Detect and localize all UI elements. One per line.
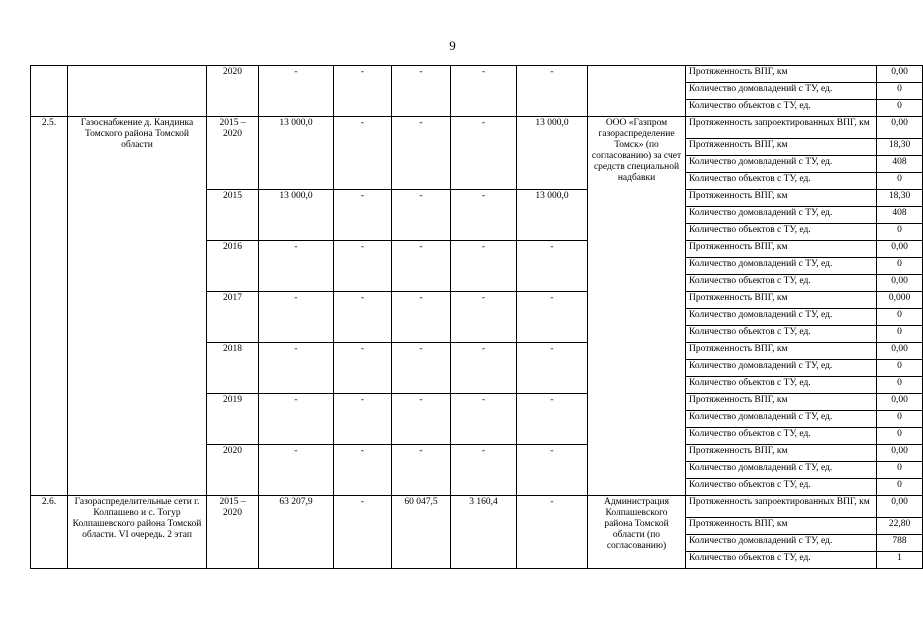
- indicator-label: Протяженность ВПГ, км: [686, 66, 877, 83]
- indicator-label: Количество объектов с ТУ, ед.: [686, 326, 877, 343]
- item-number: 2.6.: [31, 496, 68, 569]
- indicator-value: 0: [877, 411, 923, 428]
- amount-cell: -: [451, 445, 517, 496]
- indicator-value: 0,00: [877, 394, 923, 411]
- amount-cell: -: [392, 343, 451, 394]
- indicator-label: Количество домовладений с ТУ, ед.: [686, 258, 877, 275]
- indicator-label: Количество объектов с ТУ, ед.: [686, 224, 877, 241]
- indicator-label: Количество домовладений с ТУ, ед.: [686, 83, 877, 100]
- indicator-label: Протяженность ВПГ, км: [686, 241, 877, 258]
- year-cell: 2016: [207, 241, 259, 292]
- indicator-label: Количество домовладений с ТУ, ед.: [686, 411, 877, 428]
- indicator-label: Количество домовладений с ТУ, ед.: [686, 156, 877, 173]
- amount-cell: -: [517, 394, 588, 445]
- indicator-label: Количество объектов с ТУ, ед.: [686, 173, 877, 190]
- executor-cell: Администрация Колпашевского района Томской области (по согласованию): [588, 496, 686, 569]
- amount-cell: -: [259, 445, 334, 496]
- year-cell: 2015 – 2020: [207, 496, 259, 569]
- amount-cell: -: [451, 343, 517, 394]
- amount-cell: -: [334, 190, 392, 241]
- amount-cell: -: [451, 394, 517, 445]
- indicator-label: Протяженность ВПГ, км: [686, 190, 877, 207]
- executor-cell: ООО «Газпром газораспределение Томск» (по согласованию) за счет средств специальной надбавки: [588, 117, 686, 496]
- indicator-label: Количество домовладений с ТУ, ед.: [686, 535, 877, 552]
- indicator-value: 0: [877, 462, 923, 479]
- amount-cell: -: [259, 292, 334, 343]
- indicator-value: 0,00: [877, 117, 923, 139]
- indicator-value: 0: [877, 83, 923, 100]
- indicator-label: Протяженность ВПГ, км: [686, 518, 877, 535]
- indicator-label: Количество домовладений с ТУ, ед.: [686, 309, 877, 326]
- year-cell: 2017: [207, 292, 259, 343]
- amount-cell: -: [334, 343, 392, 394]
- indicator-value: 0: [877, 360, 923, 377]
- amount-cell: -: [517, 292, 588, 343]
- amount-cell: -: [392, 394, 451, 445]
- amount-cell: -: [451, 190, 517, 241]
- year-cell: 2020: [207, 66, 259, 117]
- item-number: 2.5.: [31, 117, 68, 496]
- year-cell: 2015 – 2020: [207, 117, 259, 190]
- indicator-value: 18,30: [877, 190, 923, 207]
- amount-cell: 13 000,0: [517, 190, 588, 241]
- year-cell: 2015: [207, 190, 259, 241]
- amount-cell: -: [392, 241, 451, 292]
- indicator-label: Количество объектов с ТУ, ед.: [686, 552, 877, 569]
- indicator-value: 0: [877, 479, 923, 496]
- indicator-label: Протяженность ВПГ, км: [686, 292, 877, 309]
- amount-cell: -: [392, 66, 451, 117]
- page-number: 9: [449, 38, 456, 53]
- amount-cell: 13 000,0: [517, 117, 588, 190]
- amount-cell: -: [392, 190, 451, 241]
- amount-cell: -: [334, 117, 392, 190]
- year-cell: 2018: [207, 343, 259, 394]
- indicator-label: Количество объектов с ТУ, ед.: [686, 275, 877, 292]
- amount-cell: -: [451, 292, 517, 343]
- amount-cell: -: [259, 66, 334, 117]
- amount-cell: 13 000,0: [259, 117, 334, 190]
- indicator-label: Протяженность запроектированных ВПГ, км: [686, 117, 877, 139]
- amount-cell: -: [334, 66, 392, 117]
- table-body: [31, 66, 923, 569]
- amount-cell: -: [259, 343, 334, 394]
- indicator-label: Количество объектов с ТУ, ед.: [686, 377, 877, 394]
- indicator-value: 22,80: [877, 518, 923, 535]
- indicator-value: 18,30: [877, 139, 923, 156]
- amount-cell: -: [259, 241, 334, 292]
- indicator-value: 408: [877, 207, 923, 224]
- amount-cell: -: [517, 445, 588, 496]
- indicator-value: 0: [877, 377, 923, 394]
- amount-cell: -: [259, 394, 334, 445]
- indicator-value: 0,00: [877, 496, 923, 518]
- indicator-value: 0: [877, 173, 923, 190]
- indicator-value: 0,00: [877, 343, 923, 360]
- amount-cell: -: [334, 241, 392, 292]
- indicator-value: 0: [877, 326, 923, 343]
- indicator-value: 408: [877, 156, 923, 173]
- amount-cell: 13 000,0: [259, 190, 334, 241]
- amount-cell: -: [517, 66, 588, 117]
- item-name: Газоснабжение д. Кандинка Томского района Томской области: [68, 117, 207, 496]
- amount-cell: -: [334, 394, 392, 445]
- indicator-label: Протяженность ВПГ, км: [686, 139, 877, 156]
- amount-cell: -: [334, 496, 392, 569]
- amount-cell: -: [334, 292, 392, 343]
- indicator-label: Протяженность запроектированных ВПГ, км: [686, 496, 877, 518]
- year-cell: 2020: [207, 445, 259, 496]
- indicator-value: 0,00: [877, 241, 923, 258]
- indicator-label: Количество объектов с ТУ, ед.: [686, 479, 877, 496]
- table-row: [31, 66, 923, 83]
- indicator-label: Количество домовладений с ТУ, ед.: [686, 207, 877, 224]
- indicator-value: 0: [877, 309, 923, 326]
- indicator-value: 0,00: [877, 66, 923, 83]
- indicator-value: 0: [877, 100, 923, 117]
- year-cell: 2019: [207, 394, 259, 445]
- table-row: [31, 496, 923, 518]
- indicator-label: Протяженность ВПГ, км: [686, 343, 877, 360]
- item-number: [31, 66, 68, 117]
- amount-cell: 3 160,4: [451, 496, 517, 569]
- indicator-value: 788: [877, 535, 923, 552]
- table-row: [31, 117, 923, 139]
- amount-cell: -: [517, 343, 588, 394]
- amount-cell: 60 047,5: [392, 496, 451, 569]
- indicator-label: Количество объектов с ТУ, ед.: [686, 100, 877, 117]
- indicator-label: Количество объектов с ТУ, ед.: [686, 428, 877, 445]
- indicator-label: Протяженность ВПГ, км: [686, 394, 877, 411]
- indicator-label: Количество домовладений с ТУ, ед.: [686, 462, 877, 479]
- indicator-value: 0,000: [877, 292, 923, 309]
- indicator-value: 1: [877, 552, 923, 569]
- item-name: [68, 66, 207, 117]
- amount-cell: -: [517, 496, 588, 569]
- amount-cell: 63 207,9: [259, 496, 334, 569]
- amount-cell: -: [334, 445, 392, 496]
- item-name: Газораспределительные сети г. Колпашево и с. Тогур Колпашевского района Томской области. VI очередь. 2 этап: [68, 496, 207, 569]
- amount-cell: -: [392, 292, 451, 343]
- amount-cell: -: [451, 66, 517, 117]
- indicator-value: 0,00: [877, 275, 923, 292]
- amount-cell: -: [392, 117, 451, 190]
- indicator-value: 0: [877, 224, 923, 241]
- executor-cell: [588, 66, 686, 117]
- amount-cell: -: [392, 445, 451, 496]
- indicator-value: 0: [877, 258, 923, 275]
- amount-cell: -: [517, 241, 588, 292]
- amount-cell: -: [451, 241, 517, 292]
- indicator-label: Протяженность ВПГ, км: [686, 445, 877, 462]
- program-table: [30, 65, 923, 569]
- amount-cell: -: [451, 117, 517, 190]
- indicator-value: 0,00: [877, 445, 923, 462]
- indicator-label: Количество домовладений с ТУ, ед.: [686, 360, 877, 377]
- indicator-value: 0: [877, 428, 923, 445]
